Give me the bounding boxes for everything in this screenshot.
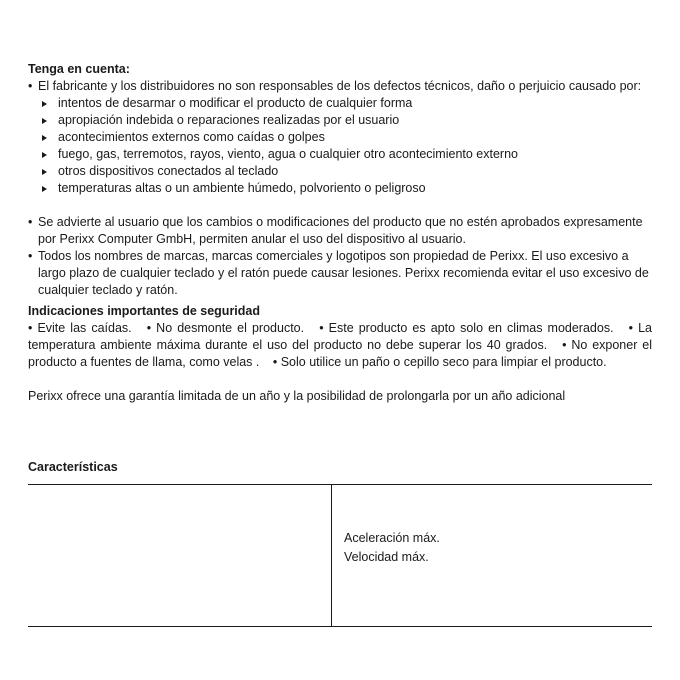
notice-list [28, 95, 652, 197]
warranty-text: Perixx ofrece una garantía limitada de un año y la posibilidad de prolongarla por un año adicional [28, 389, 566, 403]
safety-item: • La temperatura ambiente máxima durante el uso del producto no debe superar los 40 grados. [28, 321, 652, 352]
list-item: intentos de desarmar o modificar el producto de cualquier forma [58, 95, 652, 112]
list-item: apropiación indebida o reparaciones realizadas por el usuario [58, 112, 652, 129]
safety-item: • Solo utilice un paño o cepillo seco para limpiar el producto. [272, 355, 607, 369]
document-body [28, 61, 652, 405]
safety-item: • Este producto es apto solo en climas moderados. [319, 321, 614, 335]
features-spec-list [344, 529, 440, 567]
notice-heading: Tenga en cuenta: [28, 62, 130, 76]
modifications-warning: • Se advierte al usuario que los cambios o modificaciones del producto que no estén aprobados expresamente por Perixx Computer GmbH, permiten anular el uso del dispositivo al usuario. [28, 214, 652, 248]
list-item: otros dispositivos conectados al teclado [58, 163, 652, 180]
features-heading: Características [28, 460, 118, 474]
spec-label-speed: Velocidad máx. [344, 550, 429, 564]
spec-label-acceleration: Aceleración máx. [344, 531, 440, 545]
safety-instructions [28, 320, 652, 371]
list-item: temperaturas altas o un ambiente húmedo, polvoriento o peligroso [58, 180, 652, 197]
safety-item: • No desmonte el producto. [146, 321, 305, 335]
trademarks-notice: • Todos los nombres de marcas, marcas comerciales y logotipos son propiedad de Perixx. El uso excesivo a largo plazo de cualquier teclado y el ratón puede causar lesiones. Perixx recomienda evitar el uso excesivo de cualquier teclado y ratón. [28, 248, 652, 299]
table-divider [331, 485, 332, 626]
notice-intro: • El fabricante y los distribuidores no son responsables de los defectos técnicos, daño o perjuicio causado por: [28, 78, 652, 95]
features-table [28, 484, 652, 627]
safety-item: • No exponer el producto a fuentes de llama, como velas . [28, 338, 652, 369]
list-item: fuego, gas, terremotos, rayos, viento, agua o cualquier otro acontecimiento externo [58, 146, 652, 163]
list-item: acontecimientos externos como caídas o golpes [58, 129, 652, 146]
safety-item: • Evite las caídas. [28, 321, 132, 335]
safety-heading: Indicaciones importantes de seguridad [28, 304, 261, 318]
